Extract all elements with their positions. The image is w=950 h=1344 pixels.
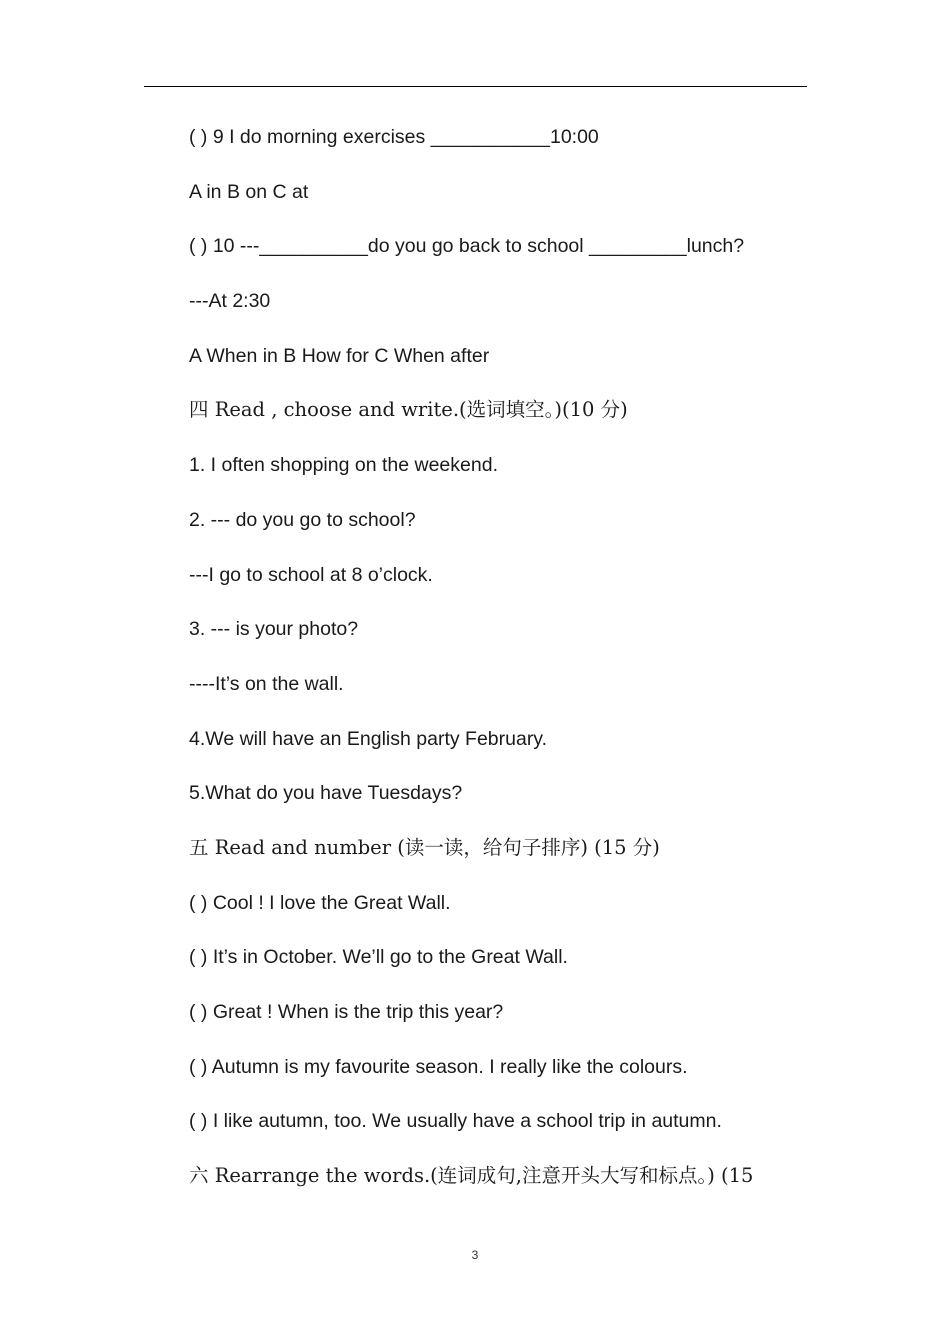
section-4-item-3-answer: ----It’s on the wall. — [189, 672, 344, 695]
header-rule — [144, 86, 807, 87]
question-10-options: A When in B How for C When after — [189, 344, 490, 367]
section-4-item-1: 1. I often shopping on the weekend. — [189, 454, 498, 477]
section-4-item-4: 4.We will have an English party February. — [189, 727, 548, 750]
question-10-answer: ---At 2:30 — [189, 290, 271, 313]
section-5-heading: 五 Read and number (读一读，给句子排序) (15 分) — [189, 835, 660, 859]
section-5-sentence-1: ( ) Cool ! I love the Great Wall. — [189, 891, 451, 914]
section-6-heading: 六 Rearrange the words.(连词成句,注意开头大写和标点。) (15 — [189, 1164, 754, 1188]
section-4-item-3: 3. --- is your photo? — [189, 618, 359, 641]
question-9-options: A in B on C at — [189, 180, 309, 203]
page-number: 3 — [471, 1248, 479, 1262]
section-5-sentence-3: ( ) Great ! When is the trip this year? — [189, 1001, 504, 1023]
section-4-item-2: 2. --- do you go to school? — [189, 508, 416, 531]
document-body — [189, 124, 829, 1218]
section-5-sentence-5: ( ) I like autumn, too. We usually have a school trip in autumn. — [189, 1110, 722, 1133]
question-9: ( ) 9 I do morning exercises ___________10:00 — [189, 126, 599, 148]
section-5-sentence-2: ( ) It’s in October. We’ll go to the Great Wall. — [189, 946, 568, 969]
question-10: ( ) 10 ---__________do you go back to school _________lunch? — [189, 235, 745, 258]
section-5-sentence-4: ( ) Autumn is my favourite season. I really like the colours. — [189, 1055, 688, 1078]
section-4-item-5: 5.What do you have Tuesdays? — [189, 782, 463, 805]
section-4-item-2-answer: ---I go to school at 8 o’clock. — [189, 563, 433, 586]
section-4-heading: 四 Read , choose and write.(选词填空。)(10 分) — [189, 398, 628, 422]
